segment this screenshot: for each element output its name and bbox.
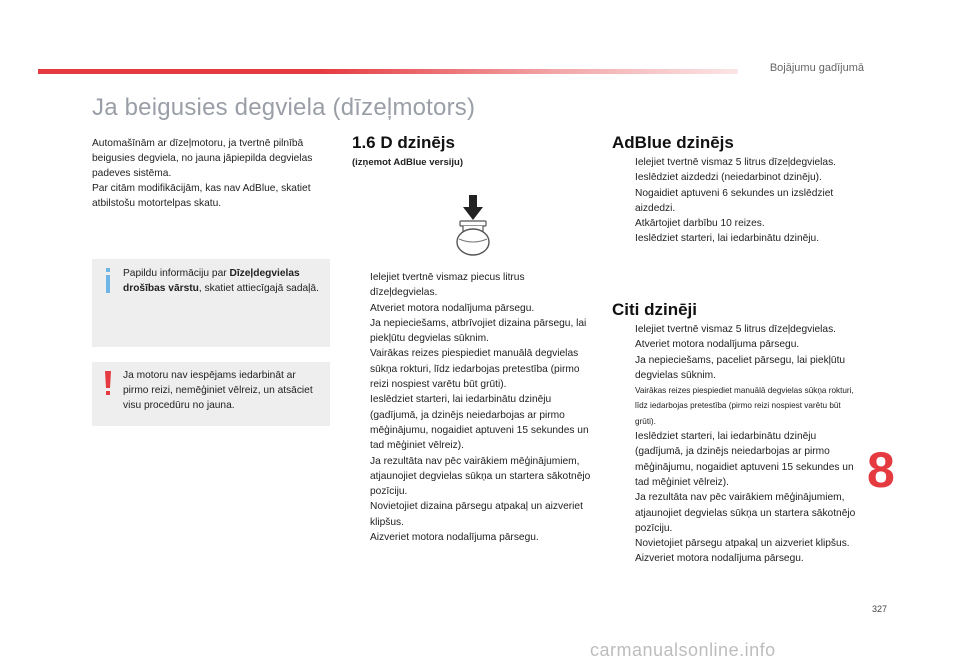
- col2-title: AdBlue dzinējs: [612, 133, 734, 152]
- header-accent-bar: [38, 69, 738, 74]
- page-number: 327: [872, 604, 888, 614]
- list-item: Atveriet motora nodalījuma pārsegu.: [370, 302, 535, 314]
- warning-box: [92, 362, 330, 426]
- col1-steps: [352, 270, 594, 545]
- list-item: Ielejiet tvertnē vismaz piecus litrus dīzeļdegvielas.: [370, 272, 525, 299]
- list-item: Ielejiet tvertnē vismaz 5 litrus dīzeļdegvielas.: [635, 324, 837, 335]
- watermark: carmanualsonline.info: [590, 640, 776, 660]
- info-icon: [102, 268, 114, 294]
- intro-paragraph-2: Par citām modifikācijām, kas nav AdBlue, skatiet atbilstošu motortelpas skatu.: [92, 183, 311, 209]
- list-item: Ja rezultāta nav pēc vairākiem mēģinājumiem, atjaunojiet degvielas sūkņa un startera sākotnējo pozīciju.: [635, 492, 856, 534]
- info-box-text: Papildu informāciju par Dīzeļdegvielas drošības vārstu, skatiet attiecīgajā sadaļā.: [123, 268, 319, 294]
- intro-paragraph-1: Automašīnām ar dīzeļmotoru, ja tvertnē pilnībā beigusies degviela, no jauna jāpiepilda degvielas padeves sistēma.: [92, 138, 313, 179]
- list-item: Ja rezultāta nav pēc vairākiem mēģinājumiem, atjaunojiet degvielas sūkņa un startera sākotnējo pozīciju.: [370, 455, 591, 498]
- list-item: Novietojiet pārsegu atpakaļ un aizveriet klipšus.: [635, 538, 850, 550]
- list-item: Ieslēdziet starteri, lai iedarbinātu dzinēju.: [635, 233, 820, 245]
- list-item: Atveriet motora nodalījuma pārsegu.: [635, 339, 800, 351]
- info-box: [92, 259, 330, 347]
- warning-icon: [102, 371, 114, 397]
- col3-title: Citi dzinēji: [612, 300, 697, 319]
- list-item: Ieslēdziet starteri, lai iedarbinātu dzinēju (gadījumā, ja dzinējs neiedarbojas ar pirmo mēģinājumu, nogaidiet aptuveni 15 sekundes un tad mēģiniet vēlreiz).: [370, 394, 589, 452]
- list-item: Vairākas reizes piespiediet manuālā degvielas sūkņa rokturi, līdz iedarbojas pretestība (pirmo reizi nospiest varētu būt grūti).: [635, 386, 854, 426]
- list-item: Novietojiet dizaina pārsegu atpakaļ un aizveriet klipšus.: [370, 501, 583, 528]
- info-box-link-text: Dīzeļdegvielas drošības vārstu: [123, 268, 300, 294]
- list-item: Aizveriet motora nodalījuma pārsegu.: [370, 532, 539, 544]
- warning-box-text: Ja motoru nav iespējams iedarbināt ar pirmo reizi, nemēģiniet vēlreiz, un atsāciet visu procedūru no jauna.: [123, 370, 313, 411]
- col1-title: 1.6 D dzinējs: [352, 133, 455, 152]
- col2-steps: [617, 155, 857, 247]
- list-item: Nogaidiet aptuveni 6 sekundes un izslēdziet aizdedzi.: [635, 187, 834, 214]
- list-item: Aizveriet motora nodalījuma pārsegu.: [635, 553, 804, 565]
- section-title: Bojājumu gadījumā: [769, 62, 864, 74]
- col3-steps: [617, 322, 857, 567]
- col1-subtitle: (izņemot AdBlue versiju): [352, 157, 464, 168]
- fuel-pump-press-icon: [450, 195, 496, 257]
- list-item: Ieslēdziet starteri, lai iedarbinātu dzinēju (gadījumā, ja dzinējs neiedarbojas ar pirmo mēģinājumu, nogaidiet aptuveni 15 sekundes un tad mēģiniet vēlreiz).: [635, 431, 854, 488]
- list-item: Ja nepieciešams, atbrīvojiet dizaina pārsegu, lai piekļūtu degvielas sūknim.: [370, 317, 587, 345]
- list-item: Ieslēdziet aizdedzi (neiedarbinot dzinēju).: [635, 172, 822, 184]
- page-title: Ja beigusies degviela (dīzeļmotors): [92, 94, 476, 121]
- list-item: Ja nepieciešams, paceliet pārsegu, lai piekļūtu degvielas sūknim.: [635, 354, 846, 381]
- list-item: Ielejiet tvertnē vismaz 5 litrus dīzeļdegvielas.: [635, 157, 837, 168]
- list-item: Vairākas reizes piespiediet manuālā degvielas sūkņa rokturi, līdz iedarbojas pretestība (pirmo reizi nospiest varētu būt grūti).: [370, 348, 580, 391]
- intro-text: [92, 136, 330, 211]
- chapter-number: 8: [867, 442, 895, 498]
- list-item: Atkārtojiet darbību 10 reizes.: [635, 218, 765, 230]
